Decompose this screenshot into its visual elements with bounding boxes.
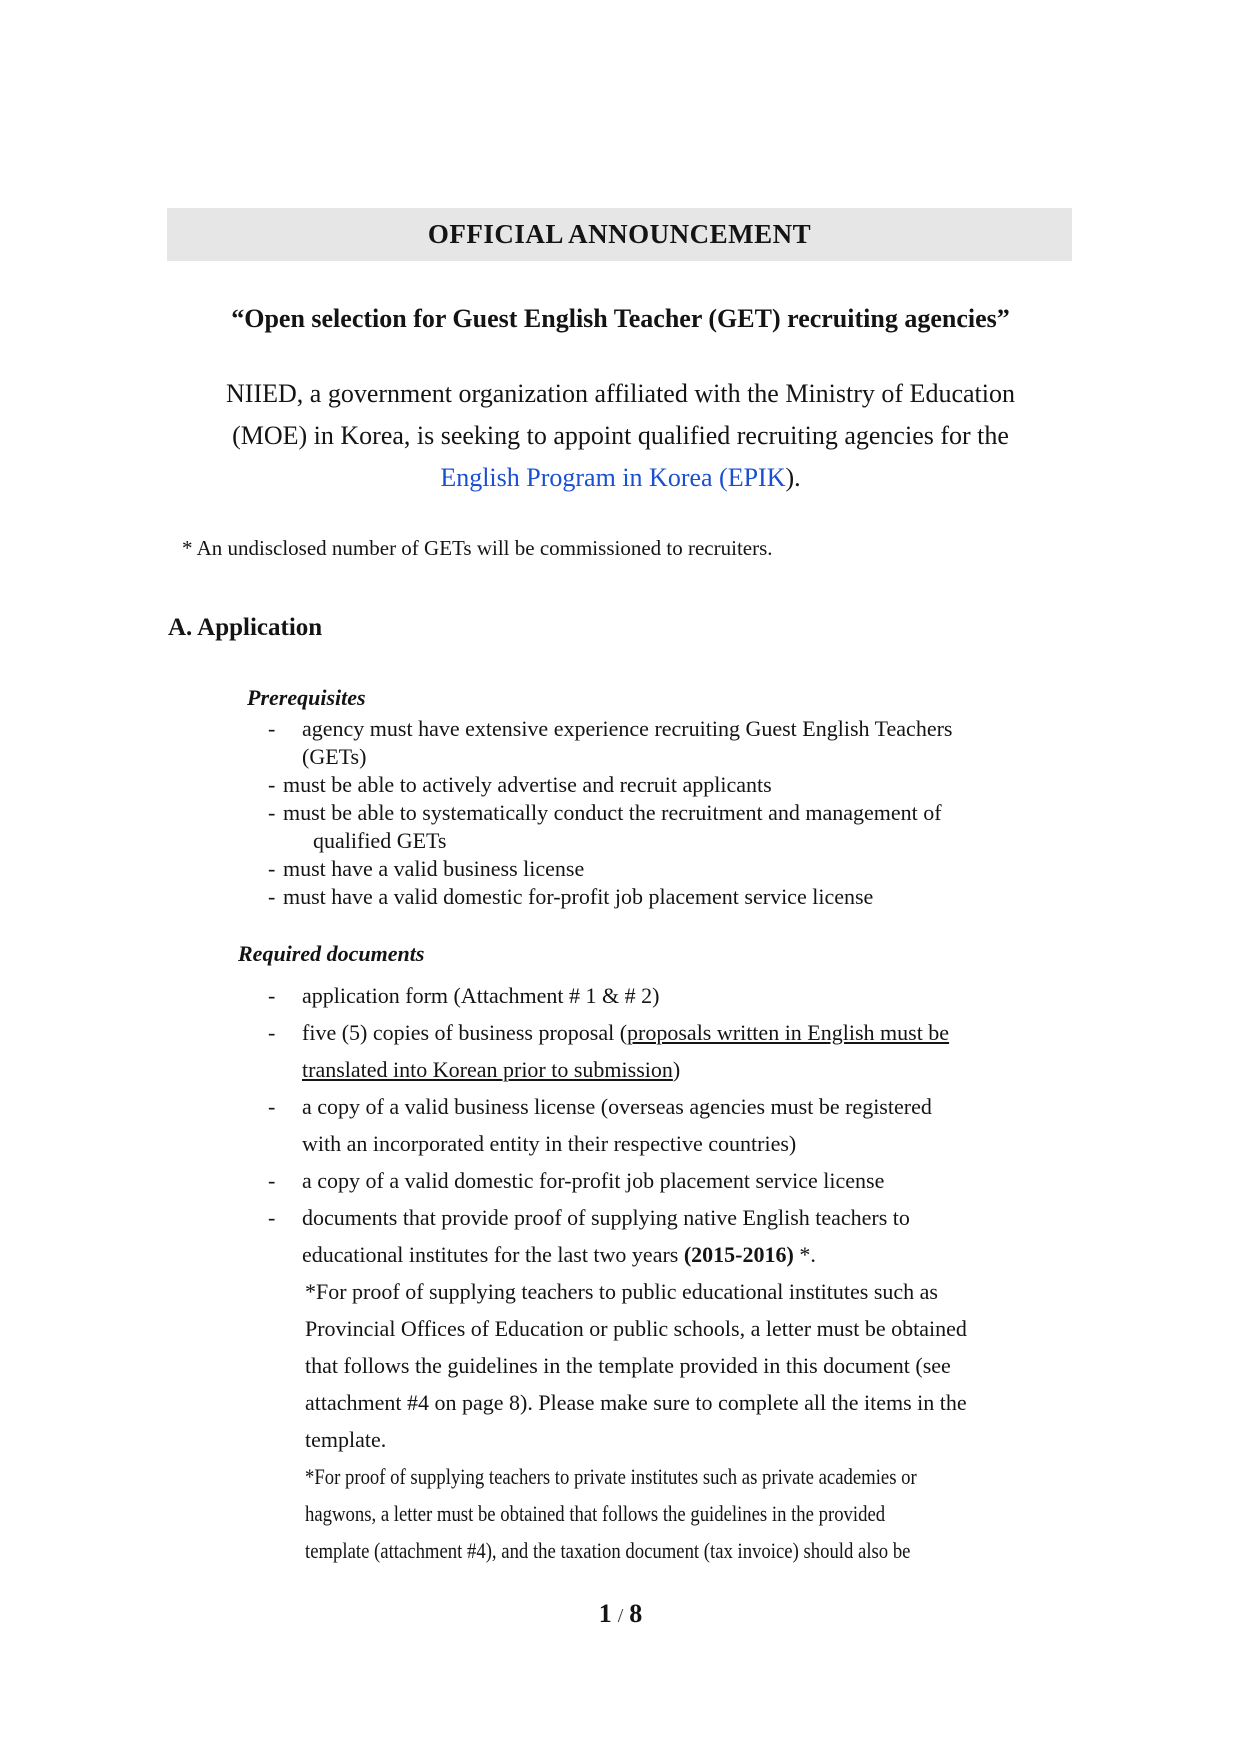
footnote-public-line: Provincial Offices of Education or public schools, a letter must be obtained (305, 1316, 967, 1341)
bullet-dash: - (268, 772, 276, 797)
bullet-dash: - (268, 1168, 276, 1193)
prerequisites-heading: Prerequisites (247, 685, 366, 710)
banner-title: OFFICIAL ANNOUNCEMENT (427, 219, 812, 249)
footnote-public-line: attachment #4 on page 8). Please make sure to complete all the items in the (305, 1390, 967, 1415)
list-item-continuation: translated into Korean prior to submission) (302, 1057, 681, 1082)
list-item: - a copy of a valid domestic for-profit job placement service license (0, 1162, 1241, 1199)
footnote-public-line: template. (305, 1427, 387, 1452)
document-headline: “Open selection for Guest English Teacher (GET) recruiting agencies” (231, 304, 1010, 333)
intro-line-3 (0, 457, 1241, 499)
list-item: - five (5) copies of business proposal (proposals written in English must be (0, 1014, 1241, 1051)
section-a-title: A. Application (168, 614, 323, 641)
list-item-continuation: educational institutes for the last two years (2015-2016) *. (302, 1242, 816, 1267)
required-documents-list (0, 977, 1241, 1569)
bullet-dash: - (268, 1205, 276, 1230)
list-item: - documents that provide proof of supplying native English teachers to (0, 1199, 1241, 1236)
list-item: - must be able to systematically conduct the recruitment and management of (268, 800, 942, 825)
list-item: - application form (Attachment # 1 & # 2) (0, 977, 1241, 1014)
bullet-dash: - (268, 983, 276, 1008)
list-item-continuation: (GETs) (302, 744, 367, 769)
list-item: - agency must have extensive experience recruiting Guest English Teachers (268, 716, 953, 741)
bold-years: (2015-2016) (683, 1242, 794, 1267)
page-number: 1 (598, 1599, 612, 1628)
page-total: 8 (629, 1599, 643, 1628)
bullet-dash: - (268, 1094, 276, 1119)
list-item: - a copy of a valid business license (overseas agencies must be registered (0, 1088, 1241, 1125)
list-item-continuation: with an incorporated entity in their respective countries) (302, 1131, 797, 1156)
footnote-public-line: *For proof of supplying teachers to public educational institutes such as (305, 1279, 938, 1304)
epik-link[interactable]: English Program in Korea (EPIK (440, 463, 786, 492)
footnote-private-line: template (attachment #4), and the taxation document (tax invoice) should also be (305, 1538, 911, 1563)
footnote-public-line: that follows the guidelines in the template provided in this document (see (305, 1353, 951, 1378)
bullet-dash: - (268, 1020, 276, 1045)
bullet-dash: - (268, 716, 276, 741)
page-number-separator: / (617, 1605, 624, 1627)
page-footer (0, 1597, 1241, 1633)
underlined-text: proposals written in English must be (627, 1020, 950, 1045)
underlined-text: translated into Korean prior to submission (302, 1057, 673, 1082)
footnote-private-line: hagwons, a letter must be obtained that follows the guidelines in the provided (305, 1501, 886, 1526)
footnote-private-line: *For proof of supplying teachers to private institutes such as private academies or (305, 1464, 917, 1489)
list-item: - must have a valid domestic for-profit job placement service license (268, 884, 874, 909)
official-announcement-banner (167, 208, 1072, 261)
intro-line-2: (MOE) in Korea, is seeking to appoint qualified recruiting agencies for the (232, 421, 1009, 450)
epik-link-suffix: ). (785, 463, 801, 492)
intro-paragraph (0, 373, 1241, 499)
list-item: - must have a valid business license (268, 856, 585, 881)
bullet-dash: - (268, 884, 276, 909)
prerequisites-list (0, 715, 1241, 911)
bullet-dash: - (268, 856, 276, 881)
asterisk-note: * An undisclosed number of GETs will be commissioned to recruiters. (182, 536, 773, 560)
list-item: - must be able to actively advertise and recruit applicants (268, 772, 772, 797)
list-item-continuation: qualified GETs (313, 828, 447, 853)
required-documents-heading: Required documents (238, 941, 425, 966)
bullet-dash: - (268, 800, 276, 825)
intro-line-1: NIIED, a government organization affiliated with the Ministry of Education (226, 379, 1015, 408)
